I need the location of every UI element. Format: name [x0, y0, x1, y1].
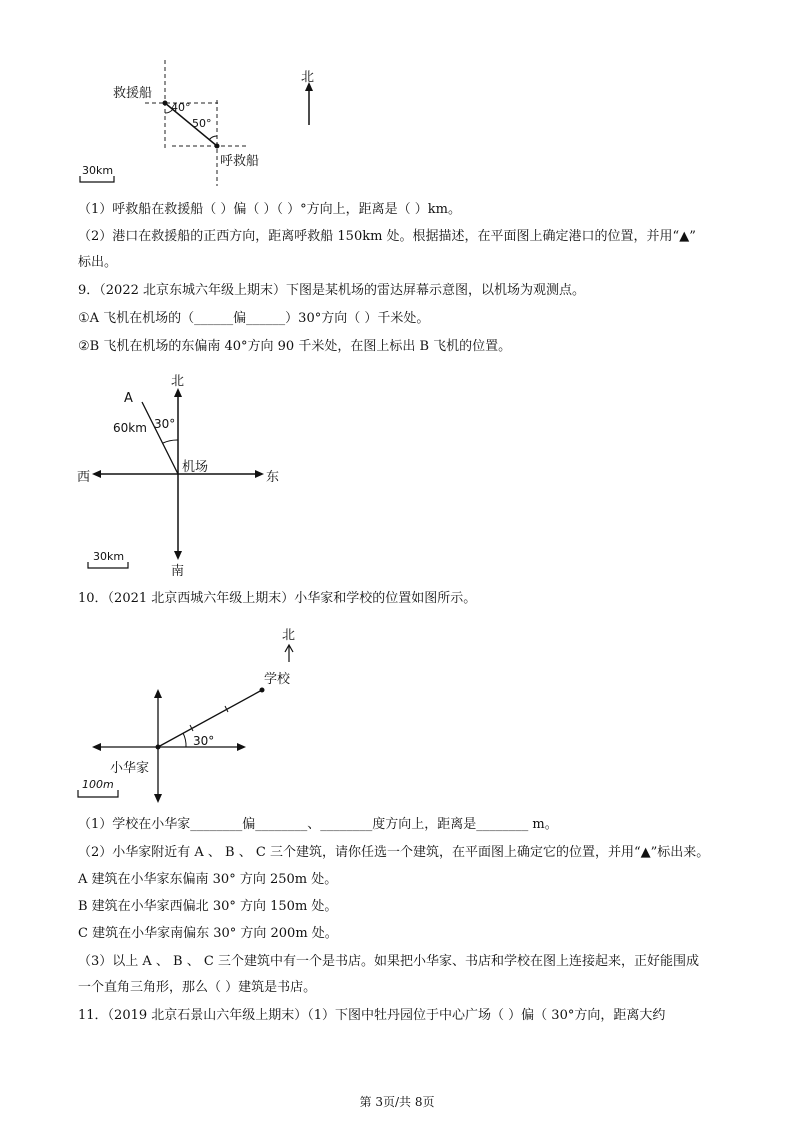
q10-part3-line2: 一个直角三角形，那么（ ）建筑是书店。 [78, 980, 317, 995]
angle-50-label: 50° [192, 117, 212, 130]
q10-part1: （1）学校在小华家________偏________、________度方向上，距离是________ m。 [78, 817, 558, 832]
scale-label: 30km [93, 550, 125, 563]
south-label: 南 [171, 564, 185, 579]
distance-label: 60km [113, 421, 147, 435]
q10-part2: （2）小华家附近有 A 、 B 、 C 三个建筑，请你任选一个建筑，在平面图上确定它的位置，并用“▲”标出来。 [78, 845, 710, 860]
q9-part1: ①A 飞机在机场的（______偏______）30°方向（ ）千米处。 [78, 311, 430, 326]
q10-part3-line1: （3）以上 A 、 B 、 C 三个建筑中有一个是书店。如果把小华家、书店和学校在图上连接起来，正好能围成 [78, 954, 699, 969]
q10-building-b: B 建筑在小华家西偏北 30° 方向 150m 处。 [78, 899, 338, 914]
north-label: 北 [282, 628, 296, 643]
north-label: 北 [301, 70, 315, 85]
q10-building-a: A 建筑在小华家东偏南 30° 方向 250m 处。 [78, 872, 338, 887]
q10-building-c: C 建筑在小华家南偏东 30° 方向 200m 处。 [78, 926, 338, 941]
q9-title: 9．（2022 北京东城六年级上期末）下图是某机场的雷达屏幕示意图，以机场为观测点。 [78, 283, 585, 298]
scale-label: 30km [82, 164, 114, 177]
distress-label: 呼救船 [220, 154, 260, 169]
west-label: 西 [77, 470, 91, 485]
angle-label: 30° [193, 734, 215, 748]
angle-label: 30° [154, 417, 176, 431]
rescuer-label: 救援船 [113, 86, 153, 101]
home-label: 小华家 [110, 761, 150, 776]
east-label: 东 [266, 470, 280, 485]
q8-part2-line1: （2）港口在救援船的正西方向，距离呼救船 150km 处。根据描述，在平面图上确定港口的位置，并用“▲” [78, 229, 696, 244]
north-label: 北 [171, 374, 185, 389]
angle-40-label: 40° [171, 101, 191, 114]
q8-part1: （1）呼救船在救援船（ ）偏（ ）（ ）°方向上，距离是（ ）km。 [78, 202, 462, 217]
airport-label: 机场 [182, 460, 209, 475]
q9-part2: ②B 飞机在机场的东偏南 40°方向 90 千米处，在图上标出 B 飞机的位置。 [78, 339, 512, 354]
school-label: 学校 [264, 672, 291, 687]
q10-title: 10．（2021 北京西城六年级上期末）小华家和学校的位置如图所示。 [78, 591, 477, 606]
scale-label: 100m [82, 778, 114, 791]
q11-title: 11．（2019 北京石景山六年级上期末）（1）下图中牡丹园位于中心广场（ ）偏（ 30°方向，距离大约 [78, 1008, 666, 1023]
q8-part2-line2: 标出。 [78, 255, 118, 270]
plane-a-label: A [124, 391, 133, 406]
page-number: 第 3页/共 8页 [359, 1095, 435, 1109]
